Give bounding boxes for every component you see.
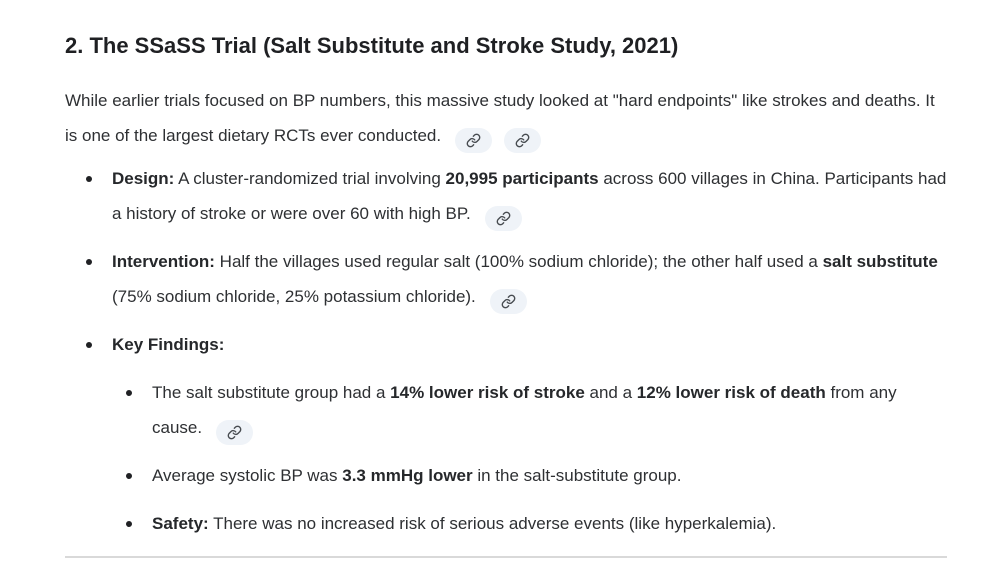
sub-item-bp-reduction bbox=[105, 458, 947, 493]
bullet-dot bbox=[86, 176, 92, 182]
bullet-dot bbox=[126, 390, 132, 396]
list-item-text: Design: A cluster-randomized trial involving 20,995 participants across 600 villages in China. Participants had a history of stroke or were over 60 with high BP. bbox=[112, 169, 947, 223]
link-icon bbox=[227, 425, 242, 440]
sub-item-safety bbox=[105, 506, 947, 541]
section-divider bbox=[65, 556, 947, 558]
list-item-text: Key Findings: bbox=[112, 335, 225, 354]
citation-link-chip[interactable] bbox=[485, 206, 522, 231]
intro-citations bbox=[441, 126, 540, 145]
bullet-dot bbox=[86, 342, 92, 348]
bullet-list bbox=[65, 161, 947, 541]
list-item-text: Safety: There was no increased risk of serious adverse events (like hyperkalemia). bbox=[152, 514, 777, 533]
section-heading: 2. The SSaSS Trial (Salt Substitute and Stroke Study, 2021) bbox=[65, 33, 679, 58]
list-item-design bbox=[65, 161, 947, 231]
link-icon bbox=[496, 211, 511, 226]
bullet-dot bbox=[86, 259, 92, 265]
list-item-citations bbox=[202, 418, 253, 437]
link-icon bbox=[466, 133, 481, 148]
bullet-dot bbox=[126, 473, 132, 479]
citation-link-chip[interactable] bbox=[455, 128, 492, 153]
citation-link-chip[interactable] bbox=[504, 128, 541, 153]
list-item-citations bbox=[476, 287, 527, 306]
list-item-citations bbox=[471, 204, 522, 223]
list-item-intervention bbox=[65, 244, 947, 314]
link-icon bbox=[515, 133, 530, 148]
list-item-text: Intervention: Half the villages used regular salt (100% sodium chloride); the other half used a salt substitute (75% sodium chloride, 25% potassium chloride). bbox=[112, 252, 938, 306]
citation-link-chip[interactable] bbox=[490, 289, 527, 314]
citation-link-chip[interactable] bbox=[216, 420, 253, 445]
sub-item-stroke-death-risk bbox=[105, 375, 947, 445]
intro-paragraph bbox=[65, 83, 947, 153]
list-item-text: The salt substitute group had a 14% lower risk of stroke and a 12% lower risk of death from any cause. bbox=[152, 383, 897, 437]
list-item-key-findings bbox=[65, 327, 947, 362]
bullet-dot bbox=[126, 521, 132, 527]
link-icon bbox=[501, 294, 516, 309]
intro-paragraph-text: While earlier trials focused on BP numbers, this massive study looked at "hard endpoints" like strokes and deaths. It is one of the largest dietary RCTs ever conducted. bbox=[65, 91, 935, 145]
list-item-text: Average systolic BP was 3.3 mmHg lower in the salt-substitute group. bbox=[152, 466, 682, 485]
chat-response-content bbox=[65, 30, 947, 558]
